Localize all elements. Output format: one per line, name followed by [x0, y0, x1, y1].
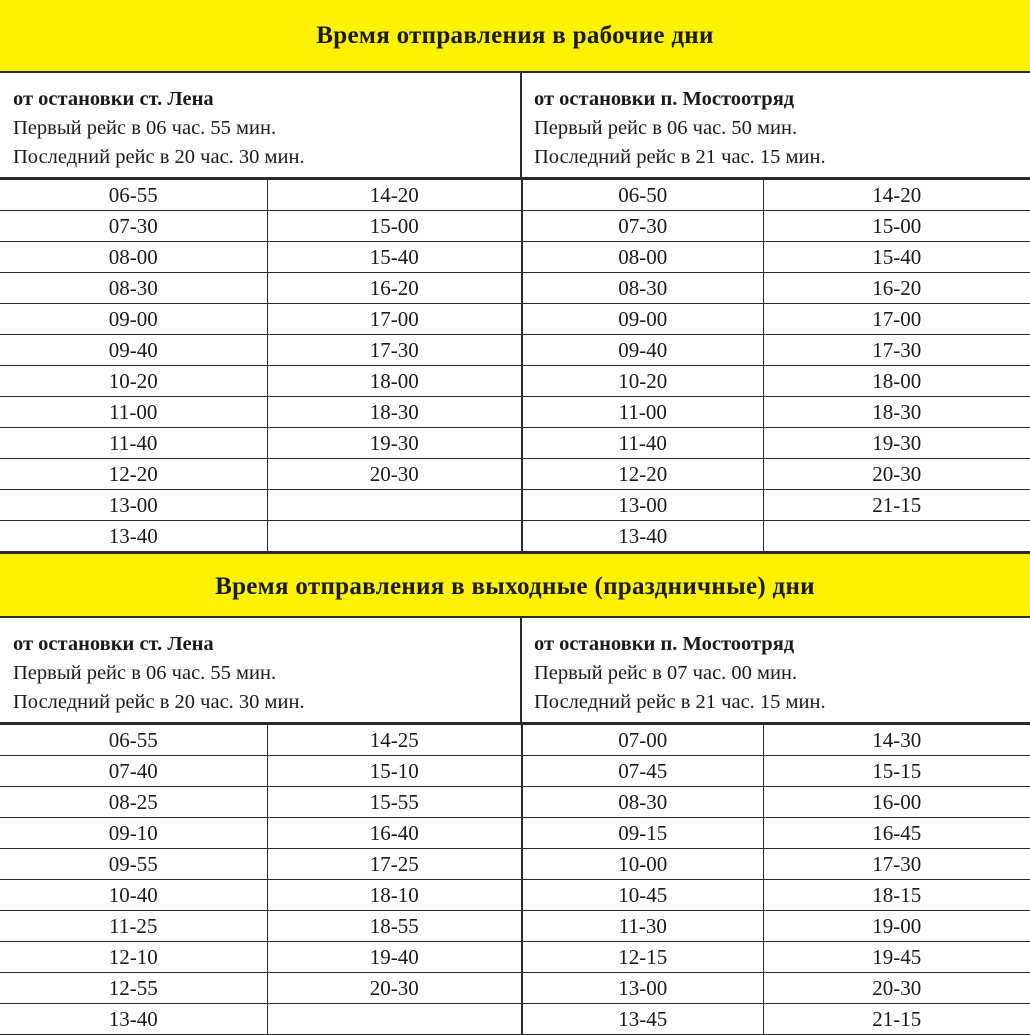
- departure-time-cell: [267, 521, 522, 552]
- table-row: [0, 335, 1030, 366]
- table-row: [0, 242, 1030, 273]
- departure-time-cell: 11-40: [0, 428, 267, 459]
- departure-time-cell: 19-30: [267, 428, 522, 459]
- departure-time-cell: 17-30: [763, 335, 1030, 366]
- departure-time-cell: 13-40: [0, 1004, 267, 1035]
- departure-time-cell: 15-15: [763, 756, 1030, 787]
- departure-time-cell: 13-40: [0, 521, 267, 552]
- departure-time-cell: 09-15: [522, 818, 763, 849]
- departure-time-cell: 12-20: [0, 459, 267, 490]
- table-row: [0, 756, 1030, 787]
- departure-time-cell: 08-30: [522, 273, 763, 304]
- weekend-section: [0, 618, 1030, 1035]
- table-row: [0, 787, 1030, 818]
- first-trip: Первый рейс в 07 час. 00 мин.: [534, 662, 798, 684]
- departure-time-cell: 09-00: [522, 304, 763, 335]
- weekend-stop-header: [0, 618, 1030, 724]
- departure-time-cell: 15-55: [267, 787, 522, 818]
- departure-time-cell: 07-45: [522, 756, 763, 787]
- departure-time-cell: 17-00: [267, 304, 522, 335]
- departure-time-cell: 16-45: [763, 818, 1030, 849]
- departure-time-cell: 15-10: [267, 756, 522, 787]
- stop-name: от остановки ст. Лена: [13, 88, 214, 110]
- table-row: [0, 725, 1030, 756]
- departure-time-cell: 10-45: [522, 880, 763, 911]
- departure-time-cell: 18-00: [267, 366, 522, 397]
- departure-time-cell: 13-00: [522, 973, 763, 1004]
- departure-time-cell: 13-00: [0, 490, 267, 521]
- departure-time-cell: 08-25: [0, 787, 267, 818]
- weekday-right-stop-info: [522, 73, 1030, 177]
- departure-time-cell: 07-30: [0, 211, 267, 242]
- departure-time-cell: [763, 521, 1030, 552]
- departure-time-cell: 10-00: [522, 849, 763, 880]
- departure-time-cell: 07-00: [522, 725, 763, 756]
- departure-time-cell: 16-40: [267, 818, 522, 849]
- departure-time-cell: 13-40: [522, 521, 763, 552]
- departure-time-cell: [267, 1004, 522, 1035]
- departure-time-cell: 19-40: [267, 942, 522, 973]
- first-trip: Первый рейс в 06 час. 55 мин.: [13, 117, 277, 139]
- departure-time-cell: 10-40: [0, 880, 267, 911]
- departure-time-cell: 18-00: [763, 366, 1030, 397]
- departure-time-cell: 12-55: [0, 973, 267, 1004]
- first-trip: Первый рейс в 06 час. 50 мин.: [534, 117, 798, 139]
- stop-name: от остановки п. Мостоотряд: [534, 88, 795, 110]
- last-trip: Последний рейс в 20 час. 30 мин.: [13, 146, 305, 168]
- departure-time-cell: 13-45: [522, 1004, 763, 1035]
- departure-time-cell: 09-10: [0, 818, 267, 849]
- departure-time-cell: 14-20: [763, 180, 1030, 211]
- weekday-section: [0, 73, 1030, 552]
- departure-time-cell: 06-55: [0, 180, 267, 211]
- weekend-title: Время отправления в выходные (праздничные) дни: [0, 552, 1030, 618]
- table-row: [0, 973, 1030, 1004]
- table-row: [0, 366, 1030, 397]
- departure-time-cell: 18-30: [267, 397, 522, 428]
- weekday-stop-header: [0, 73, 1030, 179]
- table-row: [0, 180, 1030, 211]
- departure-time-cell: 15-00: [267, 211, 522, 242]
- table-row: [0, 459, 1030, 490]
- departure-time-cell: 19-00: [763, 911, 1030, 942]
- departure-time-cell: 18-15: [763, 880, 1030, 911]
- table-row: [0, 428, 1030, 459]
- departure-time-cell: 17-25: [267, 849, 522, 880]
- departure-time-cell: 08-30: [0, 273, 267, 304]
- table-row: [0, 911, 1030, 942]
- weekend-times-table: [0, 724, 1030, 1035]
- departure-time-cell: 19-45: [763, 942, 1030, 973]
- departure-time-cell: 11-30: [522, 911, 763, 942]
- departure-time-cell: 11-25: [0, 911, 267, 942]
- departure-time-cell: 17-30: [267, 335, 522, 366]
- departure-time-cell: 13-00: [522, 490, 763, 521]
- table-row: [0, 942, 1030, 973]
- first-trip: Первый рейс в 06 час. 55 мин.: [13, 662, 277, 684]
- departure-time-cell: 15-00: [763, 211, 1030, 242]
- departure-time-cell: 17-30: [763, 849, 1030, 880]
- departure-time-cell: 18-30: [763, 397, 1030, 428]
- departure-time-cell: 12-20: [522, 459, 763, 490]
- departure-time-cell: 08-30: [522, 787, 763, 818]
- departure-time-cell: [267, 490, 522, 521]
- departure-time-cell: 20-30: [267, 459, 522, 490]
- departure-time-cell: 14-25: [267, 725, 522, 756]
- departure-time-cell: 07-40: [0, 756, 267, 787]
- departure-time-cell: 10-20: [522, 366, 763, 397]
- table-row: [0, 849, 1030, 880]
- weekday-times-table: [0, 179, 1030, 552]
- departure-time-cell: 07-30: [522, 211, 763, 242]
- table-row: [0, 521, 1030, 552]
- departure-time-cell: 21-15: [763, 1004, 1030, 1035]
- table-row: [0, 273, 1030, 304]
- departure-time-cell: 17-00: [763, 304, 1030, 335]
- departure-time-cell: 20-30: [763, 973, 1030, 1004]
- departure-time-cell: 16-20: [267, 273, 522, 304]
- weekday-left-stop-info: [0, 73, 522, 177]
- departure-time-cell: 06-55: [0, 725, 267, 756]
- departure-time-cell: 08-00: [522, 242, 763, 273]
- departure-time-cell: 11-00: [0, 397, 267, 428]
- departure-time-cell: 09-55: [0, 849, 267, 880]
- departure-time-cell: 16-20: [763, 273, 1030, 304]
- departure-time-cell: 12-10: [0, 942, 267, 973]
- departure-time-cell: 09-40: [0, 335, 267, 366]
- weekend-left-stop-info: [0, 618, 522, 722]
- table-row: [0, 211, 1030, 242]
- last-trip: Последний рейс в 20 час. 30 мин.: [13, 691, 305, 713]
- departure-time-cell: 15-40: [763, 242, 1030, 273]
- departure-time-cell: 20-30: [763, 459, 1030, 490]
- departure-time-cell: 08-00: [0, 242, 267, 273]
- departure-time-cell: 14-20: [267, 180, 522, 211]
- table-row: [0, 490, 1030, 521]
- departure-time-cell: 21-15: [763, 490, 1030, 521]
- departure-time-cell: 11-40: [522, 428, 763, 459]
- table-row: [0, 1004, 1030, 1035]
- departure-time-cell: 09-00: [0, 304, 267, 335]
- departure-time-cell: 18-55: [267, 911, 522, 942]
- stop-name: от остановки ст. Лена: [13, 633, 214, 655]
- departure-time-cell: 06-50: [522, 180, 763, 211]
- departure-time-cell: 14-30: [763, 725, 1030, 756]
- departure-time-cell: 10-20: [0, 366, 267, 397]
- weekend-right-stop-info: [522, 618, 1030, 722]
- departure-time-cell: 09-40: [522, 335, 763, 366]
- stop-name: от остановки п. Мостоотряд: [534, 633, 795, 655]
- departure-time-cell: 18-10: [267, 880, 522, 911]
- table-row: [0, 397, 1030, 428]
- departure-time-cell: 11-00: [522, 397, 763, 428]
- table-row: [0, 304, 1030, 335]
- departure-time-cell: 19-30: [763, 428, 1030, 459]
- table-row: [0, 818, 1030, 849]
- weekday-title: Время отправления в рабочие дни: [0, 0, 1030, 73]
- departure-time-cell: 20-30: [267, 973, 522, 1004]
- departure-time-cell: 15-40: [267, 242, 522, 273]
- last-trip: Последний рейс в 21 час. 15 мин.: [534, 146, 826, 168]
- departure-time-cell: 16-00: [763, 787, 1030, 818]
- table-row: [0, 880, 1030, 911]
- departure-time-cell: 12-15: [522, 942, 763, 973]
- last-trip: Последний рейс в 21 час. 15 мин.: [534, 691, 826, 713]
